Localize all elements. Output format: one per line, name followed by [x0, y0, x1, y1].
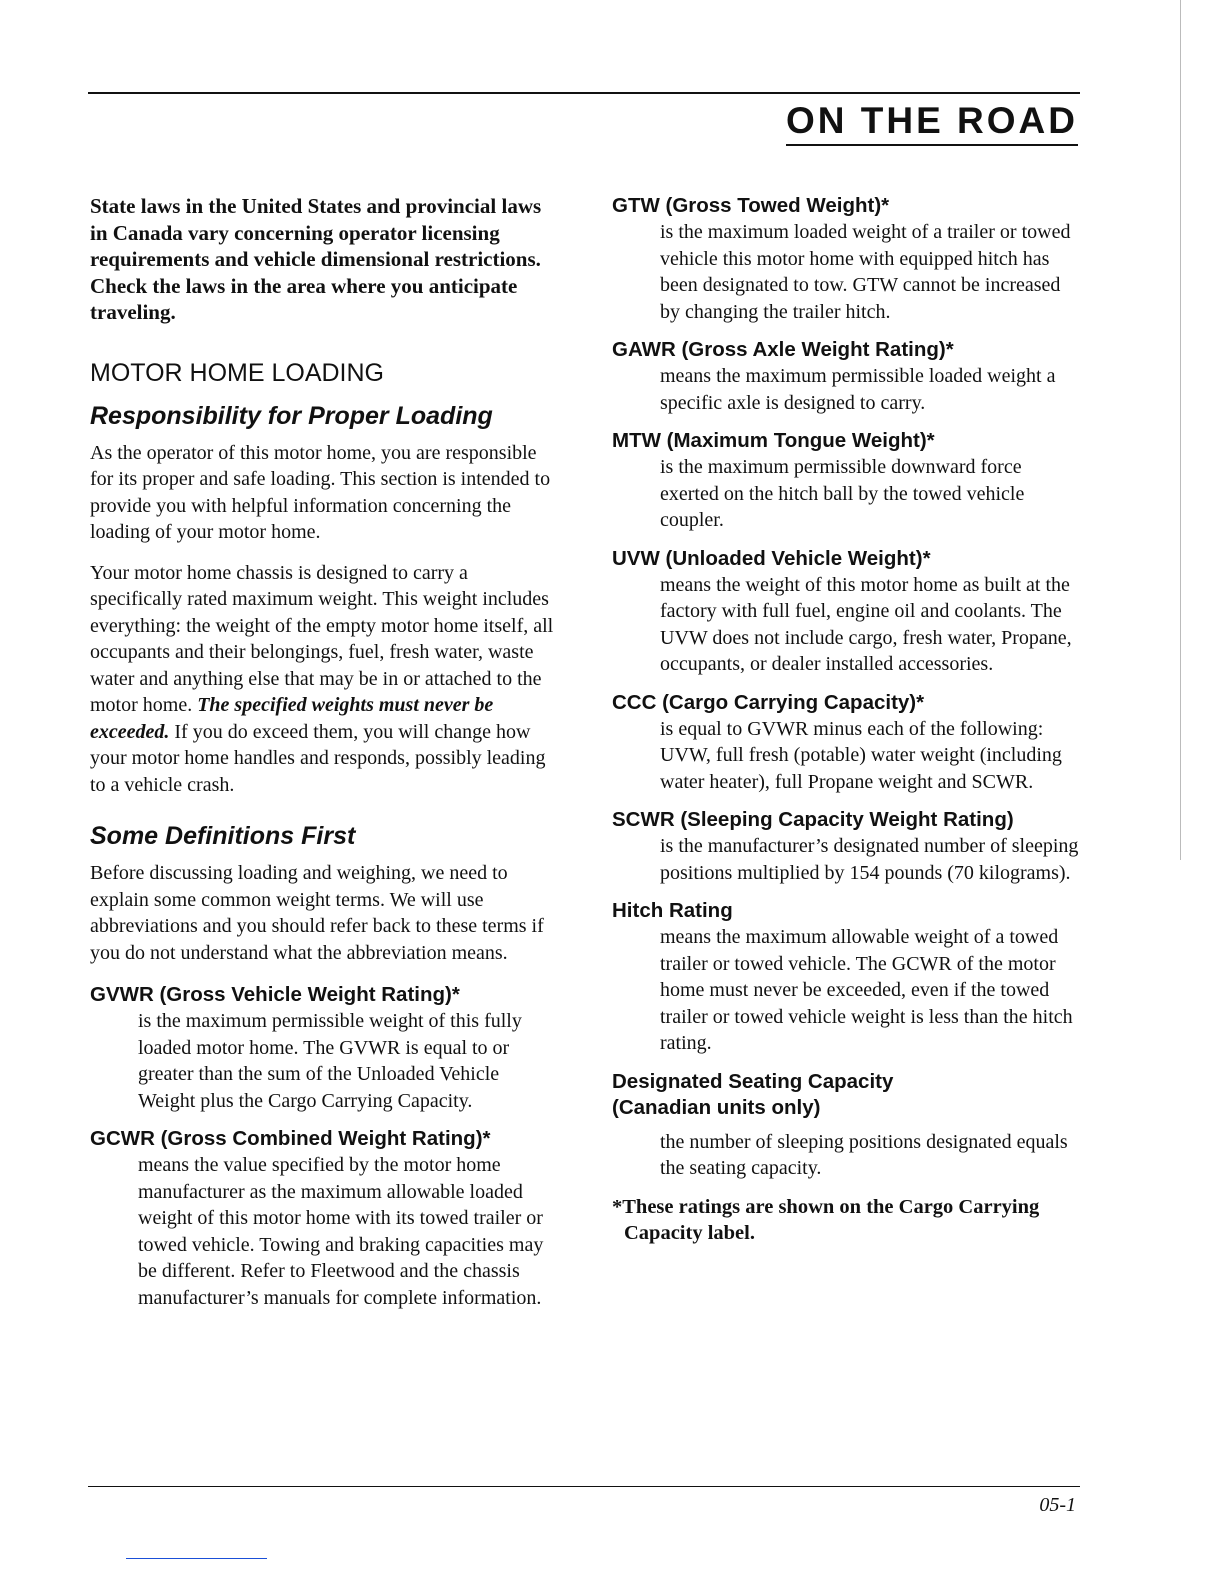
term-title: GCWR (Gross Combined Weight Rating)* [90, 1127, 491, 1150]
term-definition: is the maximum permissible weight of this fully loaded motor home. The GVWR is equal to or greater than the sum of the Unloaded Vehicle Weight plus the Cargo Carrying Capacity. [138, 1010, 522, 1112]
right-column [612, 193, 1082, 1247]
term-definition: means the weight of this motor home as built at the factory with full fuel, engine oil and coolants. The UVW does not include cargo, fresh water, Propane, occupants, or dealer installed accessories. [660, 573, 1072, 675]
term-hitch-rating [612, 898, 1082, 1057]
term-title: Designated Seating Capacity (Canadian units only) [612, 1069, 894, 1119]
term-title: SCWR (Sleeping Capacity Weight Rating) [612, 808, 1014, 831]
term-title: GTW (Gross Towed Weight)* [612, 194, 890, 217]
page-edge-line [1180, 0, 1181, 860]
term-title: GVWR (Gross Vehicle Weight Rating)* [90, 983, 460, 1006]
warning-emphasis: The specified weights must never be exceeded. [90, 694, 494, 743]
term-definition: is the manufacturer’s designated number of sleeping positions multiplied by 154 pounds (70 kilograms). [660, 835, 1079, 884]
footer-rule [88, 1486, 1080, 1487]
term-gvwr [90, 982, 560, 1114]
blue-mark-line [126, 1558, 267, 1559]
term-gawr [612, 337, 1082, 416]
intro-paragraph: State laws in the United States and provincial laws in Canada vary concerning operator licensing requirements and vehicle dimensional restrictions. Check the laws in the area where you anticipate traveling. [90, 194, 542, 324]
term-mtw [612, 428, 1082, 534]
term-definition: means the value specified by the motor home manufacturer as the maximum allowable loaded weight of this motor home with its towed trailer or towed vehicle. Towing and braking capacities may be different. Refer to Fleetwood and the chassis manufacturer’s manuals for complete information. [138, 1154, 544, 1309]
term-gtw [612, 193, 1082, 325]
page-number: 05-1 [1039, 1494, 1076, 1516]
term-definition: is the maximum loaded weight of a trailer or towed vehicle this motor home with equipped hitch has been designated to tow. GTW cannot be increased by changing the trailer hitch. [660, 221, 1071, 323]
heading-responsibility: Responsibility for Proper Loading [90, 401, 493, 430]
footnote: *These ratings are shown on the Cargo Carrying Capacity label. [612, 1195, 1040, 1244]
term-title: Hitch Rating [612, 899, 733, 922]
term-definition: the number of sleeping positions designated equals the seating capacity. [660, 1130, 1068, 1179]
term-uvw [612, 546, 1082, 678]
heading-definitions: Some Definitions First [90, 822, 356, 850]
paragraph-chassis-end: If you do exceed them, you will change how your motor home handles and responds, possibly leading to a vehicle crash. [90, 720, 546, 796]
term-definition: means the maximum permissible loaded weight a specific axle is designed to carry. [660, 365, 1056, 414]
term-title: CCC (Cargo Carrying Capacity)* [612, 690, 925, 714]
section-title: ON THE ROAD [786, 100, 1078, 146]
header-rule [88, 92, 1080, 94]
paragraph-chassis-start: Your motor home chassis is designed to carry a specifically rated maximum weight. This weight includes everything: the weight of the empty motor home itself, all occupants and their belongings, fuel, fresh water, waste water and anything else that may be in or attached to the motor home. [90, 561, 554, 716]
term-title: UVW (Unloaded Vehicle Weight)* [612, 546, 931, 570]
term-ccc [612, 690, 1082, 796]
heading-motor-home-loading: MOTOR HOME LOADING [90, 358, 385, 387]
term-gcwr [90, 1126, 560, 1311]
paragraph-operator: As the operator of this motor home, you are responsible for its proper and safe loading. This section is intended to provide you with helpful information concerning the loading of your motor home. [90, 441, 551, 543]
term-seating-capacity [612, 1069, 1082, 1182]
term-definition: means the maximum allowable weight of a towed trailer or towed vehicle. The GCWR of the motor home must never be exceeded, even if the towed trailer or towed vehicle weight is less than the hitch rating. [660, 926, 1073, 1054]
term-title: GAWR (Gross Axle Weight Rating)* [612, 338, 954, 361]
term-scwr [612, 807, 1082, 886]
term-title: MTW (Maximum Tongue Weight)* [612, 429, 935, 452]
paragraph-definitions: Before discussing loading and weighing, we need to explain some common weight terms. We will use abbreviations and you should refer back to these terms if you do not understand what the abbreviation means. [90, 862, 544, 964]
paragraph-chassis [90, 560, 560, 799]
term-definition: is equal to GVWR minus each of the following: UVW, full fresh (potable) water weight (including water heater), full Propane weight and SCWR. [660, 717, 1062, 793]
left-column [90, 193, 560, 1323]
term-definition: is the maximum permissible downward force exerted on the hitch ball by the towed vehicle coupler. [660, 456, 1025, 531]
